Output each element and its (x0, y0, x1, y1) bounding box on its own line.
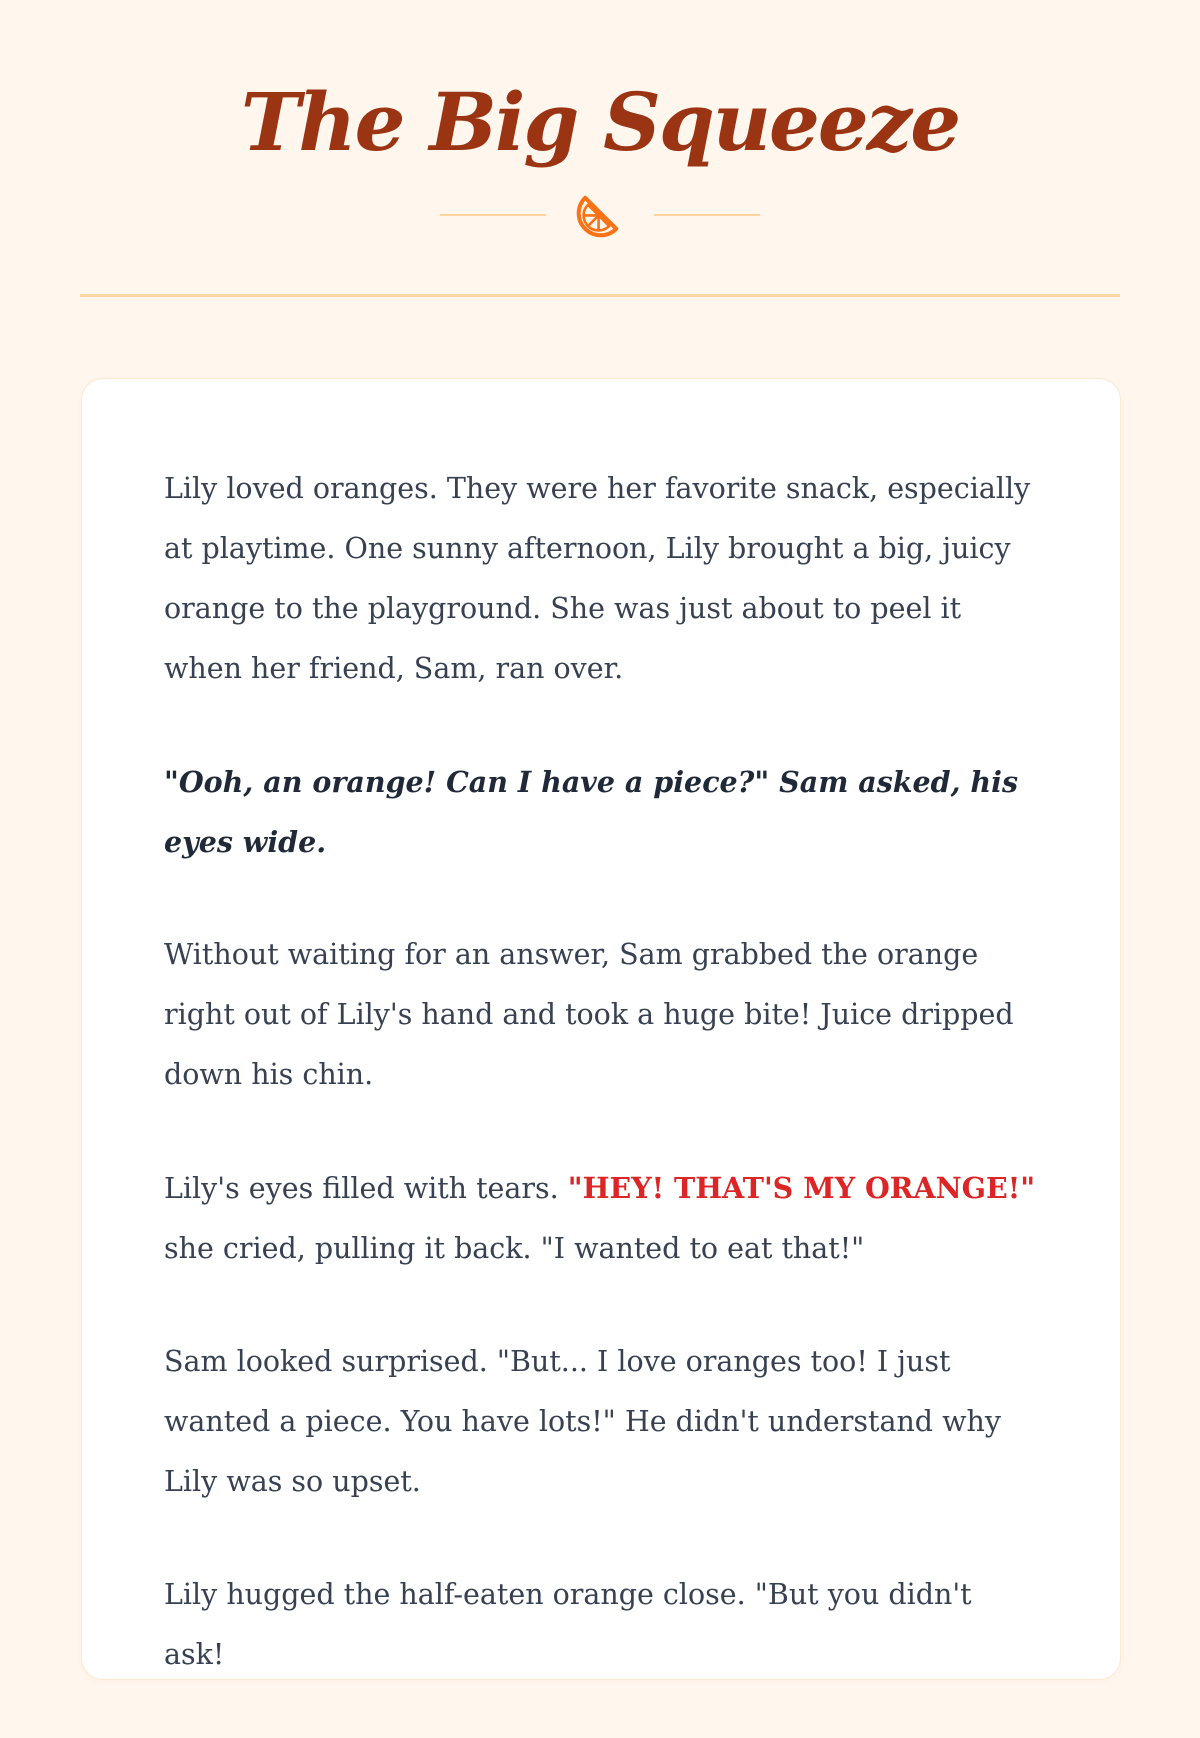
story-header (0, 0, 1200, 300)
story-body (164, 459, 1040, 1738)
story-paragraph-with-shout (164, 1158, 1040, 1279)
story-paragraph: Lily hugged the half-eaten orange close. "But you didn't ask! (164, 1578, 972, 1671)
shout-text: "HEY! THAT'S MY ORANGE!" (567, 1171, 1036, 1205)
paragraph-text-after: she cried, pulling it back. "I wanted to eat that!" (164, 1232, 865, 1265)
paragraph-text-before: Lily's eyes filled with tears. (164, 1172, 559, 1205)
title-ornament (0, 186, 1200, 242)
sam-dialogue-paragraph: "Ooh, an orange! Can I have a piece?" Sam asked, his eyes wide. (164, 765, 1019, 859)
story-paragraph: Without waiting for an answer, Sam grabbed the orange right out of Lily's hand and took a huge bite! Juice dripped down his chin. (164, 938, 1014, 1091)
story-card (81, 378, 1121, 1680)
orange-slice-icon (572, 186, 628, 242)
story-title: The Big Squeeze (240, 75, 960, 169)
ornament-line-left (440, 214, 546, 216)
story-paragraph: Lily loved oranges. They were her favorite snack, especially at playtime. One sunny afternoon, Lily brought a big, juicy orange to the playground. She was just about to peel it when her friend, Sam, ran over. (164, 472, 1031, 685)
ornament-line-right (654, 214, 760, 216)
story-paragraph: Sam looked surprised. "But... I love oranges too! I just wanted a piece. You have lots!" He didn't understand why Lily was so upset. (164, 1345, 1001, 1498)
header-divider (80, 294, 1120, 297)
